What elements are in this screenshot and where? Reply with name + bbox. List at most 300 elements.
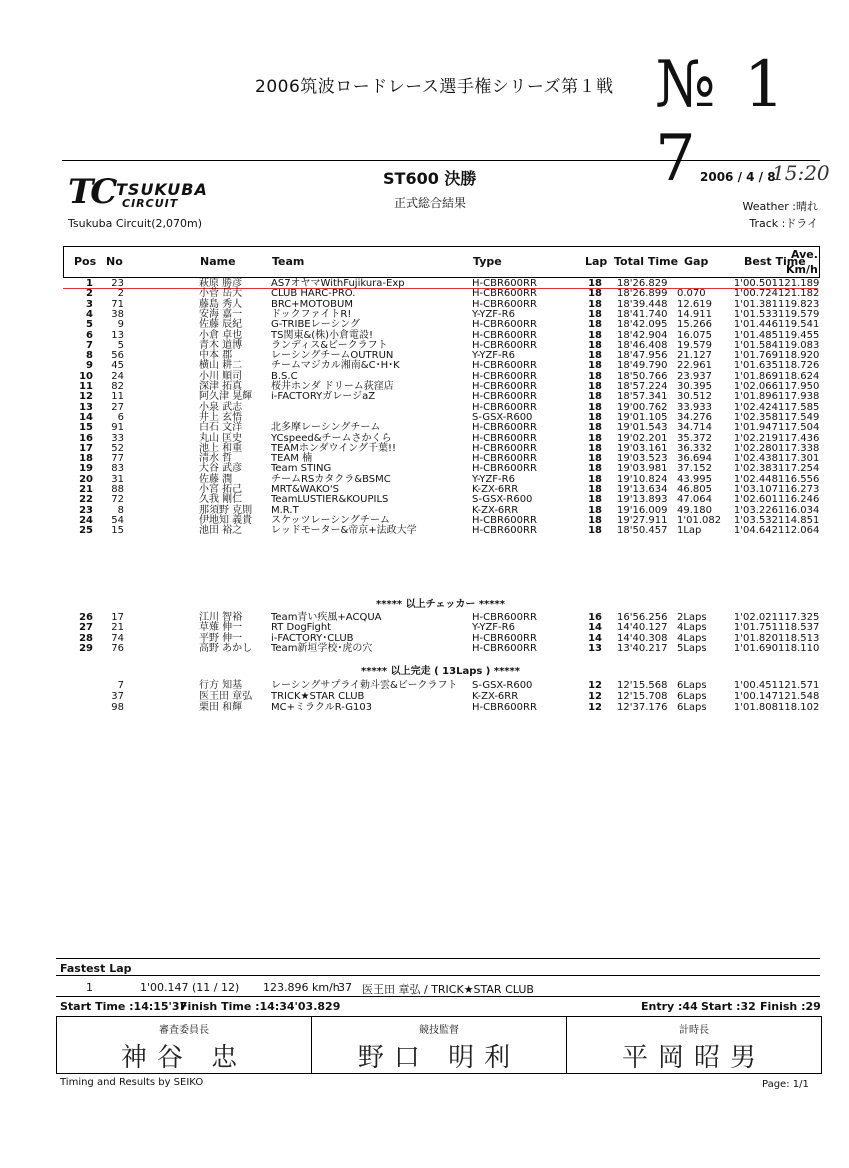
cell-lap: 18: [588, 473, 602, 485]
cell-lap: 12: [588, 701, 602, 713]
cell-total: 19'13.634: [617, 484, 668, 495]
cell-ave: 118.624: [778, 370, 820, 382]
cell-total: 14'40.127: [617, 622, 668, 634]
col-ave: Ave.: [791, 248, 818, 261]
cell-no: 6: [117, 411, 124, 423]
cell-name: 小菅 岳大: [199, 288, 243, 300]
cell-ave: 116.273: [778, 484, 820, 495]
cell-gap: 5Laps: [677, 642, 707, 654]
cell-type: Y-YZF-R6: [472, 473, 515, 485]
separator-finish: ***** 以上完走 ( 13Laps ) *****: [361, 666, 520, 677]
signature-label: 競技監督: [419, 1025, 459, 1036]
cell-total: 19'13.893: [617, 494, 668, 506]
cell-type: H-CBR600RR: [472, 360, 537, 372]
cell-team: TRICK★STAR CLUB: [271, 690, 365, 702]
cell-best: 1'02.066: [733, 381, 778, 392]
cell-no: 45: [111, 360, 124, 372]
cell-name: 藤島 秀人: [199, 298, 243, 310]
divider: [56, 996, 820, 997]
cell-best: 1'02.358: [733, 411, 778, 423]
fastest-lap-title: Fastest Lap: [60, 962, 132, 975]
cell-total: 12'15.708: [617, 690, 668, 702]
fastest-lap-time: 1'00.147 (11 / 12): [140, 981, 240, 994]
cell-total: 18'50.457: [617, 525, 668, 537]
cell-ave: 118.726: [778, 360, 820, 372]
cell-gap: 12.619: [677, 298, 712, 310]
cell-no: 17: [111, 612, 124, 623]
cell-team: チームRSカタクラ&BSMC: [271, 473, 391, 485]
cell-total: 18'42.904: [617, 329, 668, 341]
cell-ave: 114.851: [778, 514, 820, 526]
cell-total: 19'00.762: [617, 401, 668, 413]
cell-total: 18'42.095: [617, 319, 668, 331]
col-name: Name: [200, 255, 236, 268]
cell-gap: 23.937: [677, 370, 712, 382]
table-row: [63, 681, 818, 691]
cell-team: ランディス&ビークラフト: [271, 339, 388, 351]
cell-total: 19'03.981: [617, 463, 668, 475]
cell-pos: 11: [79, 381, 93, 392]
cell-lap: 12: [588, 680, 602, 691]
cell-team: チームマジカル湘南&C･H･K: [271, 360, 400, 372]
cell-lap: 18: [588, 308, 602, 320]
cell-pos: 21: [79, 484, 93, 495]
cell-pos: 19: [79, 463, 93, 475]
cell-no: 76: [111, 642, 124, 654]
cell-ave: 118.513: [778, 632, 820, 644]
cell-total: 12'37.176: [617, 701, 668, 713]
cell-pos: 10: [79, 370, 93, 382]
cell-ave: 117.549: [778, 411, 820, 423]
cell-gap: 49.180: [677, 504, 712, 516]
cell-total: 18'50.766: [617, 370, 668, 382]
table-row: [63, 434, 818, 444]
cell-best: 1'01.584: [733, 339, 778, 351]
finish-count: Finish :29: [760, 1000, 821, 1013]
cell-no: 91: [111, 422, 124, 434]
cell-lap: 18: [588, 484, 602, 495]
cell-team: レーシングサプライ勅斗雲&ビークラフト: [271, 680, 458, 691]
cell-no: 72: [111, 494, 124, 506]
cell-best: 1'02.438: [733, 453, 778, 465]
cell-lap: 18: [588, 432, 602, 444]
cell-pos: 17: [79, 442, 93, 454]
cell-lap: 18: [588, 278, 602, 289]
cell-team: 北多摩レーシングチーム: [271, 422, 381, 434]
cell-name: 医王田 章弘: [199, 690, 253, 702]
cell-team: ドックファイトR!: [271, 308, 352, 320]
cell-pos: 25: [79, 525, 93, 537]
cell-gap: 19.579: [677, 339, 712, 351]
table-row: [63, 623, 818, 633]
cell-type: S-GSX-R600: [472, 494, 533, 506]
table-row: [63, 703, 818, 713]
race-subtitle: 正式総合結果: [394, 196, 467, 210]
cell-pos: 13: [79, 401, 93, 413]
cell-team: Team青い疾風+ACQUA: [271, 612, 382, 623]
cell-name: 青木 道博: [199, 339, 243, 351]
signature-box: [56, 1016, 822, 1074]
cell-best: 1'00.724: [733, 288, 778, 300]
cell-team: RT DogFight: [271, 622, 332, 634]
cell-ave: 119.823: [778, 298, 820, 310]
cell-lap: 18: [588, 339, 602, 351]
cell-type: Y-YZF-R6: [472, 622, 515, 634]
cell-type: K-ZX-6RR: [472, 690, 519, 702]
cell-ave: 121.548: [778, 690, 820, 702]
cell-name: 小泉 武志: [199, 401, 243, 413]
cell-ave: 117.325: [778, 612, 820, 623]
cell-total: 18'26.829: [617, 278, 668, 289]
cell-no: 88: [111, 484, 124, 495]
cell-type: H-CBR600RR: [472, 642, 537, 654]
cell-gap: 34.714: [677, 422, 712, 434]
logo-tsukuba: TSUKUBA: [116, 180, 208, 199]
cell-total: 18'26.899: [617, 288, 668, 300]
cell-team: i-FACTORY･CLUB: [271, 632, 354, 644]
cell-ave: 118.537: [778, 622, 820, 634]
cell-lap: 18: [588, 494, 602, 506]
cell-no: 23: [111, 278, 124, 289]
cell-best: 1'03.532: [733, 514, 778, 526]
cell-gap: 34.276: [677, 411, 712, 423]
sheet-number: № 1 7: [655, 48, 789, 196]
table-row: [63, 289, 818, 299]
cell-pos: 22: [79, 494, 93, 506]
cell-best: 1'01.896: [733, 391, 778, 403]
cell-best: 1'02.601: [733, 494, 778, 506]
cell-gap: 0.070: [677, 288, 706, 300]
cell-type: H-CBR600RR: [472, 525, 537, 537]
cell-no: 8: [117, 504, 124, 516]
cell-no: 52: [111, 442, 124, 454]
timing-credit: Timing and Results by SEIKO: [60, 1077, 204, 1088]
cell-best: 1'01.869: [733, 370, 778, 382]
cell-lap: 18: [588, 463, 602, 475]
cell-no: 13: [111, 329, 124, 341]
table-row: [63, 464, 818, 474]
cell-ave: 116.556: [778, 473, 820, 485]
fastest-lap-speed: 123.896 km/h: [263, 981, 340, 994]
cell-best: 1'01.947: [733, 422, 778, 434]
cell-total: 18'47.956: [617, 350, 668, 362]
cell-name: 清水 哲: [199, 453, 233, 465]
entry-count: Entry :44: [641, 1000, 698, 1013]
cell-name: 小川 順司: [199, 370, 243, 382]
cell-team: M.R.T: [271, 504, 299, 516]
col-no: No: [106, 255, 123, 268]
cell-best: 1'03.226: [733, 504, 778, 516]
signature-clerk-of-course: [312, 1017, 567, 1073]
col-type: Type: [473, 255, 502, 268]
cell-team: Team新垣学校･虎の穴: [271, 642, 373, 654]
cell-best: 1'01.690: [733, 642, 778, 654]
cell-best: 1'02.448: [733, 473, 778, 485]
cell-gap: 30.395: [677, 381, 712, 392]
cell-best: 1'02.424: [733, 401, 778, 413]
cell-gap: 30.512: [677, 391, 712, 403]
column-header: [63, 246, 820, 278]
cell-pos: 23: [79, 504, 93, 516]
cell-total: 12'15.568: [617, 680, 668, 691]
cell-name: 行方 知基: [199, 680, 243, 691]
cell-lap: 18: [588, 411, 602, 423]
cell-team: B.S.C: [271, 370, 298, 382]
cell-team: Team STING: [271, 463, 332, 475]
cell-pos: 15: [79, 422, 93, 434]
fastest-lap-pos: 1: [86, 981, 93, 994]
cell-name: 那須野 克則: [199, 504, 253, 516]
cell-type: H-CBR600RR: [472, 288, 537, 300]
cell-ave: 118.110: [778, 642, 820, 654]
signature-handwritten: 平岡昭男: [621, 1043, 766, 1073]
finish-time: Finish Time :14:34'03.829: [180, 1000, 341, 1013]
cell-best: 1'01.751: [733, 622, 778, 634]
cell-no: 56: [111, 350, 124, 362]
cell-no: 31: [111, 473, 124, 485]
track-condition: Track :ドライ: [749, 217, 818, 230]
cell-pos: 29: [79, 642, 93, 654]
cell-pos: 4: [86, 308, 93, 320]
cell-pos: 1: [86, 278, 93, 289]
cell-name: 小倉 卓也: [199, 329, 243, 341]
cell-lap: 18: [588, 525, 602, 537]
col-team: Team: [272, 255, 305, 268]
cell-pos: 20: [79, 473, 93, 485]
table-row: [63, 320, 818, 330]
cell-ave: 119.579: [778, 308, 820, 320]
cell-ave: 117.254: [778, 463, 820, 475]
cell-gap: 46.805: [677, 484, 712, 495]
cell-best: 1'01.635: [733, 360, 778, 372]
cell-total: 19'16.009: [617, 504, 668, 516]
cell-lap: 18: [588, 360, 602, 372]
cell-pos: 28: [79, 632, 93, 644]
cell-gap: 1'01.082: [677, 514, 722, 526]
cell-type: S-GSX-R600: [472, 411, 533, 423]
cell-total: 13'40.217: [617, 642, 668, 654]
table-row: [63, 516, 818, 526]
cell-lap: 18: [588, 298, 602, 310]
divider: [56, 958, 820, 959]
table-row: [63, 423, 818, 433]
cell-gap: 22.961: [677, 360, 712, 372]
table-row: [63, 331, 818, 341]
cell-pos: 27: [79, 622, 93, 634]
cell-name: 井上 玄悟: [199, 411, 243, 423]
cell-gap: 43.995: [677, 473, 712, 485]
cell-ave: 117.338: [778, 442, 820, 454]
table-row: [63, 495, 818, 505]
cell-best: 1'02.383: [733, 463, 778, 475]
cell-pos: 16: [79, 432, 93, 444]
cell-ave: 118.102: [778, 701, 820, 713]
weather: Weather :晴れ: [742, 200, 818, 213]
cell-no: 21: [111, 622, 124, 634]
cell-team: CLUB HARC-PRO.: [271, 288, 356, 300]
cell-total: 14'40.308: [617, 632, 668, 644]
cell-name: 佐藤 辰紀: [199, 319, 243, 331]
col-pos: Pos: [74, 255, 97, 268]
cell-best: 1'02.021: [733, 612, 778, 623]
cell-best: 1'04.642: [733, 525, 778, 537]
cell-gap: 47.064: [677, 494, 712, 506]
fastest-lap-rider: 医王田 章弘 / TRICK★STAR CLUB: [362, 983, 534, 996]
cell-name: 佐藤 潤: [199, 473, 233, 485]
cell-name: 中本 郡: [199, 350, 233, 362]
cell-ave: 121.189: [778, 278, 820, 289]
fastest-lap-no: 37: [338, 981, 352, 994]
cell-lap: 18: [588, 391, 602, 403]
cell-total: 19'03.161: [617, 442, 668, 454]
cell-lap: 18: [588, 401, 602, 413]
logo-tc: TC: [68, 172, 115, 212]
table-row: [63, 692, 818, 702]
cell-name: 久我 剛仁: [199, 494, 243, 506]
cell-lap: 18: [588, 514, 602, 526]
cell-pos: 3: [86, 298, 93, 310]
cell-lap: 18: [588, 370, 602, 382]
table-row: [63, 526, 818, 536]
cell-gap: 16.075: [677, 329, 712, 341]
cell-gap: 33.933: [677, 401, 712, 413]
signature-label: 審査委員長: [159, 1025, 209, 1036]
cell-no: 71: [111, 298, 124, 310]
col-gap: Gap: [684, 255, 709, 268]
col-total: Total Time: [614, 255, 679, 268]
cell-total: 18'57.224: [617, 381, 668, 392]
cell-total: 18'49.790: [617, 360, 668, 372]
cell-type: K-ZX-6RR: [472, 484, 519, 495]
cell-no: 37: [111, 690, 124, 702]
cell-name: 横山 耕二: [199, 360, 243, 372]
cell-lap: 18: [588, 329, 602, 341]
cell-total: 19'01.543: [617, 422, 668, 434]
cell-best: 1'01.446: [733, 319, 778, 331]
cell-gap: 6Laps: [677, 680, 707, 691]
col-lap: Lap: [585, 255, 608, 268]
cell-type: H-CBR600RR: [472, 632, 537, 644]
cell-no: 38: [111, 308, 124, 320]
cell-pos: 14: [79, 411, 93, 423]
cell-lap: 18: [588, 319, 602, 331]
cell-lap: 18: [588, 350, 602, 362]
cell-ave: 119.455: [778, 329, 820, 341]
cell-name: 萩原 勝彦: [199, 278, 243, 289]
cell-type: H-CBR600RR: [472, 298, 537, 310]
table-row: [63, 392, 818, 402]
cell-ave: 121.571: [778, 680, 820, 691]
cell-no: 82: [111, 381, 124, 392]
signature-handwritten: 神谷 忠: [120, 1043, 248, 1073]
cell-no: 74: [111, 632, 124, 644]
cell-type: Y-YZF-R6: [472, 350, 515, 362]
cell-team: MRT&WAKO'S: [271, 484, 339, 495]
cell-best: 1'01.769: [733, 350, 778, 362]
cell-best: 1'02.280: [733, 442, 778, 454]
cell-gap: 14.911: [677, 308, 712, 320]
tsukuba-logo: [62, 172, 242, 212]
cell-no: 15: [111, 525, 124, 537]
cell-team: BRC+MOTOBUM: [271, 298, 353, 310]
table-row: [63, 644, 818, 654]
cell-total: 16'56.256: [617, 612, 668, 623]
cell-best: 1'01.533: [733, 308, 778, 320]
cell-gap: 6Laps: [677, 690, 707, 702]
cell-name: 草薙 伸一: [199, 622, 243, 634]
cell-total: 18'46.408: [617, 339, 668, 351]
cell-type: H-CBR600RR: [472, 422, 537, 434]
cell-type: H-CBR600RR: [472, 442, 537, 454]
cell-pos: 9: [86, 360, 93, 372]
cell-ave: 117.504: [778, 422, 820, 434]
cell-name: 阿久津 晃輝: [199, 391, 253, 403]
cell-no: 27: [111, 401, 124, 413]
cell-pos: 5: [86, 319, 93, 331]
cell-type: H-CBR600RR: [472, 401, 537, 413]
cell-team: MC+ミラクルR-G103: [271, 701, 373, 713]
cell-name: 栗田 和輝: [199, 701, 243, 713]
cell-name: 池上 和重: [199, 442, 243, 454]
cell-pos: 6: [86, 329, 93, 341]
cell-ave: 116.034: [778, 504, 820, 516]
cell-ave: 117.436: [778, 432, 820, 444]
cell-type: H-CBR600RR: [472, 381, 537, 392]
handwritten-time: 15:20: [772, 161, 830, 185]
separator-checker: ***** 以上チェッカー *****: [376, 599, 505, 610]
cell-total: 19'10.824: [617, 473, 668, 485]
start-time: Start Time :14:15'37: [60, 1000, 188, 1013]
cell-type: Y-YZF-R6: [472, 308, 515, 320]
cell-total: 18'57.341: [617, 391, 668, 403]
signature-label: 計時長: [679, 1025, 709, 1036]
cell-no: 98: [111, 701, 124, 713]
cell-team: AS7オヤマWithFujikura-Exp: [271, 278, 405, 289]
cell-no: 54: [111, 514, 124, 526]
cell-name: 大谷 武彦: [199, 463, 243, 475]
cell-best: 1'02.219: [733, 432, 778, 444]
cell-no: 2: [117, 288, 124, 300]
cell-lap: 16: [588, 612, 602, 623]
cell-best: 1'00.451: [733, 680, 778, 691]
cell-type: H-CBR600RR: [472, 701, 537, 713]
cell-ave: 117.301: [778, 453, 820, 465]
race-date: 2006 / 4 / 8: [700, 170, 776, 184]
cell-no: 33: [111, 432, 124, 444]
divider: [56, 975, 820, 976]
cell-gap: 4Laps: [677, 632, 707, 644]
cell-gap: 15.266: [677, 319, 712, 331]
cell-ave: 116.246: [778, 494, 820, 506]
cell-lap: 14: [588, 622, 602, 634]
cell-no: 7: [117, 680, 124, 691]
cell-best: 1'01.381: [733, 298, 778, 310]
cell-name: 小宮 拓己: [199, 484, 243, 495]
cell-type: H-CBR600RR: [472, 391, 537, 403]
cell-team: レッドモーター&帝京+法政大学: [271, 525, 417, 537]
circuit-name: Tsukuba Circuit(2,070m): [68, 217, 203, 230]
cell-name: 白石 文洋: [199, 422, 243, 434]
cell-no: 5: [117, 339, 124, 351]
cell-ave: 117.585: [778, 401, 820, 413]
signature-chief-timekeeper: [567, 1017, 821, 1073]
cell-ave: 118.920: [778, 350, 820, 362]
cell-name: 深津 拓真: [199, 381, 243, 392]
cell-ave: 119.541: [778, 319, 820, 331]
cell-best: 1'00.501: [733, 278, 778, 289]
cell-gap: 36.694: [677, 453, 712, 465]
cell-pos: 18: [79, 453, 93, 465]
